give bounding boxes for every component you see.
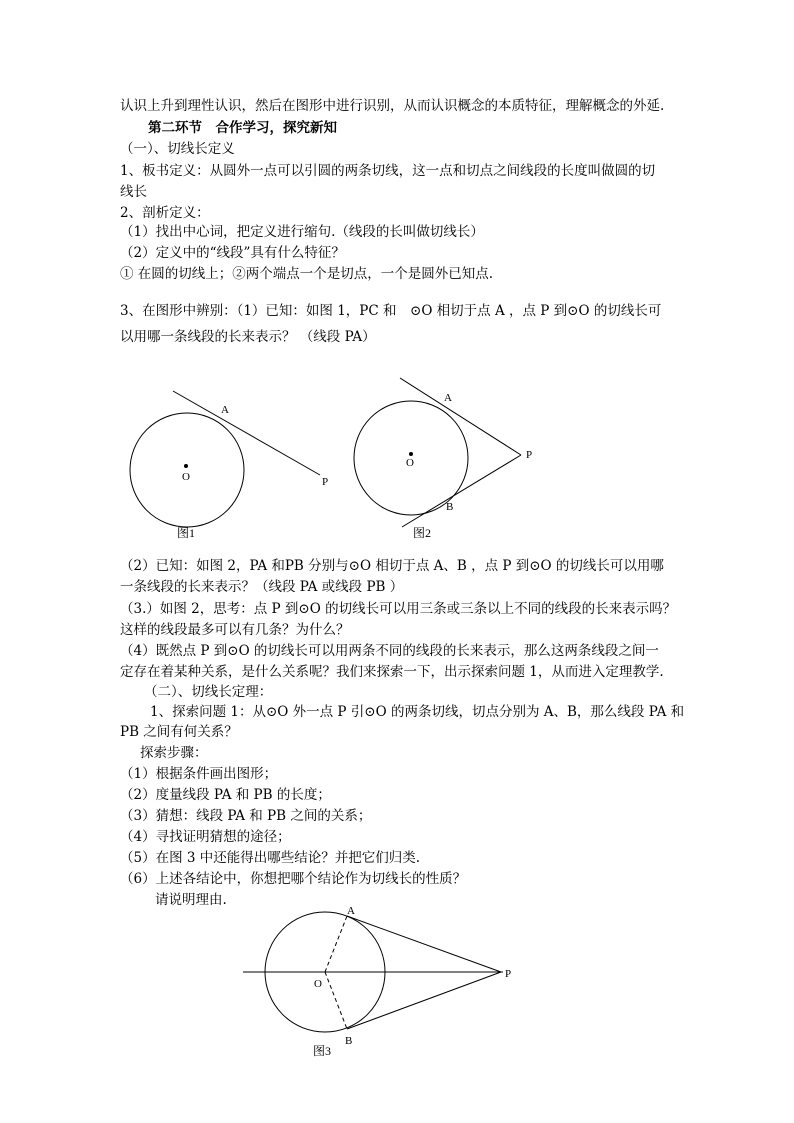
intro-line: 认识上升到理性认识，然后在图形中进行识别，从而认识概念的本质特征，理解概念的外延. [120, 98, 665, 114]
tangent-line-pb [347, 972, 501, 1029]
label-p: P [526, 449, 533, 461]
question-line: （2）已知：如图 2，PA 和PB 分别与⊙O 相切于点 A、B ，点 P 到⊙O 的切线长可以用哪 [120, 558, 664, 574]
question-line: （3.）如图 2，思考：点 P 到⊙O 的切线长可以用三条或三条以上不同的线段的长来表示吗？ [120, 601, 677, 617]
radius-ob [325, 972, 347, 1029]
label-b: B [345, 1035, 353, 1047]
question-line: 一条线段的长来表示？（线段 PA 或线段 PB ） [120, 579, 404, 595]
analysis-heading: 2、剖析定义： [120, 205, 210, 221]
identification-line: 以用哪一条线段的长来表示？ （线段 PA） [120, 329, 376, 345]
figure-caption: 图2 [413, 526, 432, 540]
identification-line: 3、在图形中辨别：（1）已知：如图 1，PC 和 ⊙O 相切于点 A ，点 P 到⊙O 的切线长可 [120, 303, 662, 319]
explore-line: 1、探索问题 1：从⊙O 外一点 P 引⊙O 的两条切线，切点分别为 A、B，那么线段 PA 和 [150, 704, 685, 720]
step-item: （1）根据条件画出图形； [120, 766, 278, 782]
center-point [184, 464, 188, 468]
step-item: （5）在图 3 中还能得出哪些结论？并把它们归类. [120, 850, 421, 866]
section-title: 第二环节 合作学习，探究新知 [148, 120, 337, 136]
radius-oa [325, 916, 347, 972]
tangent-line-pc [173, 391, 320, 475]
label-a: A [221, 404, 229, 416]
steps-heading: 探索步骤： [140, 745, 208, 761]
label-a: A [347, 905, 355, 917]
question-line: 定存在着某种关系，是什么关系呢？我们来探索一下，出示探索问题 1，从而进入定理教学. [120, 664, 664, 680]
definition-line: 1、板书定义：从圆外一点可以引圆的两条切线，这一点和切点之间线段的长度叫做圆的切 [120, 163, 656, 179]
circle-o [130, 413, 244, 527]
analysis-item: （1）找出中心词，把定义进行缩句.（线段的长叫做切线长） [120, 224, 484, 240]
definition-line: 线长 [120, 184, 147, 200]
figure-caption: 图3 [313, 1044, 332, 1058]
question-line: 这样的线段最多可以有几条？为什么？ [120, 622, 350, 638]
figure-3 [235, 902, 525, 1062]
figure-1 [115, 382, 355, 542]
figure-2 [345, 372, 555, 542]
label-p: P [505, 968, 512, 980]
step-item: （3）猜想：线段 PA 和 PB 之间的关系； [120, 808, 372, 824]
step-item: （2）度量线段 PA 和 PB 的长度； [120, 787, 331, 803]
analysis-item: ① 在圆的切线上；②两个端点一个是切点，一个是圆外已知点. [120, 266, 494, 282]
step-item: （4）寻找证明猜想的途径； [120, 829, 291, 845]
part2-heading: （二）、切线长定理： [144, 684, 273, 700]
label-p: P [322, 476, 329, 488]
analysis-item: （2）定义中的“线段”具有什么特征？ [120, 245, 345, 261]
label-o: O [406, 457, 414, 469]
tangent-line-pb [402, 455, 521, 527]
question-line: （4）既然点 P 到⊙O 的切线长可以用两条不同的线段的长来表示，那么这两条线段之间一 [120, 643, 659, 659]
center-point [409, 452, 413, 456]
tangent-line-pa [400, 378, 521, 455]
step-item: （6）上述各结论中，你想把哪个结论作为切线长的性质？ [120, 871, 467, 887]
part1-heading: （一）、切线长定义 [120, 141, 235, 157]
tangent-line-pa [347, 916, 501, 972]
label-a: A [444, 392, 452, 404]
explore-line: PB 之间有何关系？ [120, 724, 238, 740]
label-b: B [446, 501, 454, 513]
step-item: 请说明理由. [155, 892, 227, 908]
label-o: O [314, 978, 322, 990]
figure-caption: 图1 [177, 526, 196, 540]
label-o: O [182, 471, 190, 483]
